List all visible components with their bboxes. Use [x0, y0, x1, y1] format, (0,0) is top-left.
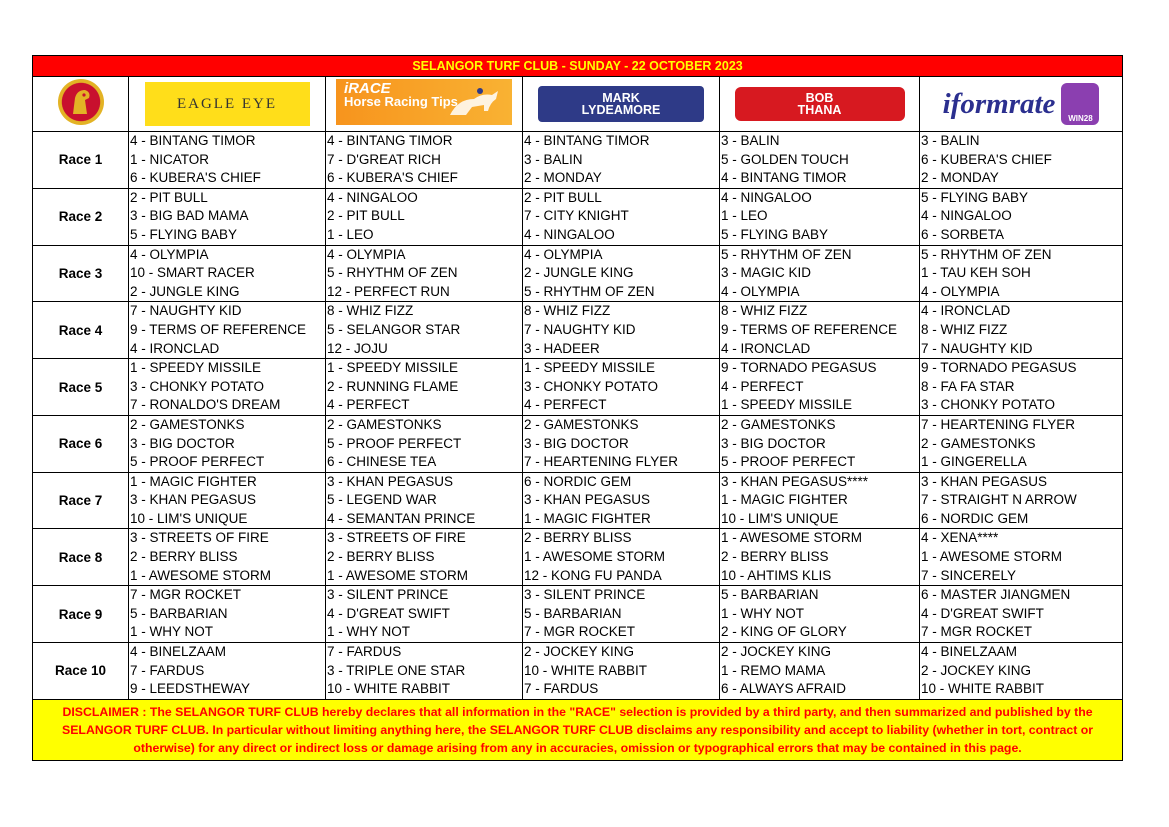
horse-pick: 5 - RHYTHM OF ZEN: [721, 246, 852, 262]
mark-lydeamore-logo-cell: [523, 77, 720, 132]
tipster-picks-cell: [523, 188, 720, 245]
race-label: Race 10: [33, 643, 129, 700]
tipster-picks-cell: [326, 643, 523, 700]
logo-row: [33, 77, 1123, 132]
tips-sheet: [32, 55, 1122, 761]
horse-pick: 9 - TERMS OF REFERENCE: [130, 321, 307, 337]
tipster-picks-cell: [720, 643, 920, 700]
race-label: Race 2: [33, 188, 129, 245]
tipster-picks-cell: [920, 245, 1123, 302]
horse-pick: 4 - OLYMPIA: [721, 283, 800, 299]
horse-pick: 4 - PERFECT: [721, 378, 804, 394]
horse-pick: 5 - PROOF PERFECT: [130, 454, 265, 470]
horse-pick: 2 - PIT BULL: [327, 208, 405, 224]
horse-pick: 4 - OLYMPIA: [327, 246, 406, 262]
horse-pick: 3 - SILENT PRINCE: [524, 587, 646, 603]
horse-pick: 2 - GAMESTONKS: [921, 435, 1036, 451]
horse-pick: 10 - WHITE RABBIT: [327, 681, 451, 697]
race-row: [33, 643, 1123, 700]
tipster-picks-cell: [129, 132, 326, 189]
horse-pick: 2 - BERRY BLISS: [130, 549, 238, 565]
tipster-picks-cell: [129, 586, 326, 643]
horse-pick: 6 - MASTER JIANGMEN: [921, 587, 1071, 603]
bob-logo-line2: THANA: [797, 103, 842, 117]
disclaimer-row: [33, 699, 1123, 760]
horse-pick: 2 - JUNGLE KING: [130, 283, 240, 299]
tipster-picks-cell: [920, 415, 1123, 472]
horse-pick: 3 - SILENT PRINCE: [327, 587, 449, 603]
horse-pick: 1 - MAGIC FIGHTER: [524, 510, 651, 526]
tipster-picks-cell: [326, 415, 523, 472]
horse-pick: 2 - MONDAY: [921, 170, 999, 186]
tipster-picks-cell: [523, 302, 720, 359]
bob-logo-line1: BOB: [805, 91, 834, 105]
race-row: [33, 586, 1123, 643]
race-label: Race 7: [33, 472, 129, 529]
mark-logo-line2: LYDEAMORE: [581, 103, 661, 117]
race-label: Race 6: [33, 415, 129, 472]
tipster-picks-cell: [523, 415, 720, 472]
horse-pick: 8 - WHIZ FIZZ: [921, 321, 1008, 337]
horse-pick: 1 - AWESOME STORM: [130, 567, 272, 583]
horse-pick: 5 - GOLDEN TOUCH: [721, 151, 849, 167]
race-label: Race 1: [33, 132, 129, 189]
horse-pick: 7 - FARDUS: [327, 644, 402, 660]
tipster-picks-cell: [920, 472, 1123, 529]
horse-pick: 3 - BALIN: [921, 133, 980, 148]
tipster-picks-cell: [129, 245, 326, 302]
horse-pick: 2 - BERRY BLISS: [327, 549, 435, 565]
horse-pick: 7 - HEARTENING FLYER: [524, 454, 679, 470]
horse-pick: 6 - CHINESE TEA: [327, 454, 437, 470]
horse-pick: 1 - WHY NOT: [721, 605, 805, 621]
horse-pick: 12 - PERFECT RUN: [327, 283, 450, 299]
horse-pick: 7 - STRAIGHT N ARROW: [921, 492, 1077, 508]
horse-pick: 3 - BIG DOCTOR: [524, 435, 629, 451]
race-label: Race 4: [33, 302, 129, 359]
horse-pick: 3 - CHONKY POTATO: [130, 378, 265, 394]
horse-pick: 5 - SELANGOR STAR: [327, 321, 461, 337]
horse-pick: 5 - FLYING BABY: [130, 226, 238, 242]
mark-logo-line1: MARK: [602, 91, 640, 105]
tipster-picks-cell: [523, 359, 720, 416]
horse-pick: 4 - BINELZAAM: [921, 644, 1018, 660]
horse-pick: 4 - XENA****: [921, 530, 999, 546]
horse-pick: 7 - MGR ROCKET: [524, 624, 636, 640]
horse-pick: 5 - BARBARIAN: [721, 587, 819, 603]
tipster-picks-cell: [523, 643, 720, 700]
horse-pick: 1 - WHY NOT: [130, 624, 214, 640]
tipster-picks-cell: [720, 245, 920, 302]
horse-pick: 7 - RONALDO'S DREAM: [130, 397, 281, 413]
horse-pick: 5 - RHYTHM OF ZEN: [921, 246, 1052, 262]
mark-lydeamore-logo: [538, 86, 704, 122]
horse-pick: 12 - KONG FU PANDA: [524, 567, 662, 583]
horse-pick: 5 - FLYING BABY: [921, 189, 1029, 205]
race-row: [33, 359, 1123, 416]
tipster-picks-cell: [129, 359, 326, 416]
horse-pick: 6 - NORDIC GEM: [524, 473, 632, 489]
race-row: [33, 472, 1123, 529]
horse-pick: 3 - MAGIC KID: [721, 265, 812, 281]
tipster-picks-cell: [720, 472, 920, 529]
horse-pick: 4 - D'GREAT SWIFT: [921, 605, 1044, 621]
horse-pick: 4 - BINTANG TIMOR: [327, 133, 453, 148]
tipster-picks-cell: [920, 302, 1123, 359]
horse-pick: 8 - WHIZ FIZZ: [524, 303, 611, 319]
tipster-picks-cell: [129, 188, 326, 245]
tipster-picks-cell: [720, 529, 920, 586]
horse-pick: 4 - NINGALOO: [721, 189, 812, 205]
race-row: [33, 415, 1123, 472]
race-label: Race 3: [33, 245, 129, 302]
horse-pick: 1 - AWESOME STORM: [327, 567, 469, 583]
horse-pick: 4 - NINGALOO: [921, 208, 1012, 224]
bob-thana-logo: [735, 87, 905, 121]
tipster-picks-cell: [523, 529, 720, 586]
tipster-picks-cell: [920, 188, 1123, 245]
tipster-picks-cell: [920, 529, 1123, 586]
horse-pick: 7 - FARDUS: [130, 662, 205, 678]
horse-pick: 1 - WHY NOT: [327, 624, 411, 640]
tipster-picks-cell: [326, 529, 523, 586]
horse-pick: 7 - MGR ROCKET: [921, 624, 1033, 640]
title-row: [33, 56, 1123, 77]
race-label: Race 9: [33, 586, 129, 643]
page-title: SELANGOR TURF CLUB - SUNDAY - 22 OCTOBER 2023: [33, 56, 1123, 77]
tipster-picks-cell: [720, 359, 920, 416]
horse-pick: 3 - HADEER: [524, 340, 600, 356]
tips-table: [32, 55, 1123, 761]
race-row: [33, 529, 1123, 586]
horse-pick: 3 - BIG DOCTOR: [130, 435, 235, 451]
race-row: [33, 132, 1123, 189]
horse-pick: 2 - KING OF GLORY: [721, 624, 847, 640]
horse-pick: 10 - LIM'S UNIQUE: [721, 510, 839, 526]
tipster-picks-cell: [720, 132, 920, 189]
tipster-picks-cell: [326, 245, 523, 302]
horse-pick: 4 - BINTANG TIMOR: [721, 170, 847, 186]
horse-pick: 10 - AHTIMS KLIS: [721, 567, 832, 583]
eagle-eye-logo: EAGLE EYE: [145, 82, 310, 126]
horse-pick: 10 - SMART RACER: [130, 265, 255, 281]
horse-pick: 7 - FARDUS: [524, 681, 599, 697]
tipster-picks-cell: [523, 586, 720, 643]
horse-pick: 9 - TORNADO PEGASUS: [921, 360, 1077, 376]
horse-pick: 2 - GAMESTONKS: [524, 416, 639, 432]
iformrate-wordmark: iformrate: [942, 87, 1056, 120]
horse-pick: 4 - OLYMPIA: [921, 283, 1000, 299]
horse-pick: 1 - LEO: [721, 208, 768, 224]
horse-pick: 1 - REMO MAMA: [721, 662, 826, 678]
horse-pick: 3 - TRIPLE ONE STAR: [327, 662, 466, 678]
horse-pick: 7 - MGR ROCKET: [130, 587, 242, 603]
horse-pick: 2 - PIT BULL: [524, 189, 602, 205]
horse-pick: 2 - JOCKEY KING: [721, 644, 832, 660]
horse-pick: 4 - SEMANTAN PRINCE: [327, 510, 476, 526]
iformrate-logo: [943, 83, 1100, 125]
horse-pick: 4 - BINTANG TIMOR: [524, 133, 650, 148]
irace-logo-subtitle: Horse Racing Tips: [344, 93, 458, 109]
horse-pick: 5 - PROOF PERFECT: [327, 435, 462, 451]
horse-pick: 2 - GAMESTONKS: [130, 416, 245, 432]
horse-pick: 8 - FA FA STAR: [921, 378, 1015, 394]
horse-pick: 1 - GINGERELLA: [921, 454, 1027, 470]
horse-pick: 2 - MONDAY: [524, 170, 602, 186]
race-row: [33, 302, 1123, 359]
horse-pick: 2 - BERRY BLISS: [524, 530, 632, 546]
tipster-picks-cell: [523, 245, 720, 302]
horse-pick: 5 - LEGEND WAR: [327, 492, 437, 508]
horse-pick: 7 - NAUGHTY KID: [524, 321, 636, 337]
horse-pick: 4 - D'GREAT SWIFT: [327, 605, 450, 621]
eagle-eye-logo-cell: [129, 77, 326, 132]
horse-pick: 3 - KHAN PEGASUS: [524, 492, 651, 508]
horse-pick: 8 - WHIZ FIZZ: [721, 303, 808, 319]
horse-pick: 6 - KUBERA'S CHIEF: [921, 151, 1052, 167]
horse-pick: 2 - JOCKEY KING: [524, 644, 635, 660]
horse-pick: 2 - PIT BULL: [130, 189, 208, 205]
tipster-picks-cell: [326, 359, 523, 416]
horse-pick: 10 - WHITE RABBIT: [921, 681, 1045, 697]
horse-pick: 6 - NORDIC GEM: [921, 510, 1029, 526]
race-row: [33, 188, 1123, 245]
horse-pick: 4 - NINGALOO: [524, 226, 615, 242]
race-label: Race 5: [33, 359, 129, 416]
horse-jockey-icon: [444, 85, 504, 121]
horse-pick: 4 - OLYMPIA: [524, 246, 603, 262]
horse-pick: 4 - BINELZAAM: [130, 644, 227, 660]
horse-pick: 3 - KHAN PEGASUS: [327, 473, 454, 489]
horse-pick: 7 - CITY KNIGHT: [524, 208, 629, 224]
horse-pick: 6 - KUBERA'S CHIEF: [130, 170, 261, 186]
horse-pick: 2 - BERRY BLISS: [721, 549, 829, 565]
bob-thana-logo-cell: [720, 77, 920, 132]
race-row: [33, 245, 1123, 302]
win28-badge-icon: WIN28: [1061, 83, 1099, 125]
horse-pick: 3 - BIG DOCTOR: [721, 435, 826, 451]
horse-pick: 3 - BIG BAD MAMA: [130, 208, 249, 224]
tipster-picks-cell: [720, 415, 920, 472]
horse-pick: 4 - PERFECT: [524, 397, 607, 413]
tipster-picks-cell: [920, 586, 1123, 643]
tipster-picks-cell: [129, 415, 326, 472]
horse-pick: 3 - STREETS OF FIRE: [327, 530, 466, 546]
horse-pick: 7 - D'GREAT RICH: [327, 151, 441, 167]
horse-pick: 6 - KUBERA'S CHIEF: [327, 170, 458, 186]
horse-pick: 2 - GAMESTONKS: [327, 416, 442, 432]
club-logo-cell: [33, 77, 129, 132]
tipster-picks-cell: [920, 643, 1123, 700]
tipster-picks-cell: [523, 132, 720, 189]
horse-pick: 3 - KHAN PEGASUS****: [721, 473, 869, 489]
horse-pick: 1 - LEO: [327, 226, 374, 242]
horse-pick: 6 - SORBETA: [921, 226, 1005, 242]
horse-pick: 10 - LIM'S UNIQUE: [130, 510, 248, 526]
horse-pick: 1 - SPEEDY MISSILE: [130, 360, 262, 376]
horse-pick: 9 - TERMS OF REFERENCE: [721, 321, 898, 337]
tipster-picks-cell: [326, 188, 523, 245]
tipster-picks-cell: [720, 586, 920, 643]
tipster-picks-cell: [523, 472, 720, 529]
horse-pick: 3 - CHONKY POTATO: [524, 378, 659, 394]
tipster-picks-cell: [326, 132, 523, 189]
horse-pick: 4 - OLYMPIA: [130, 246, 209, 262]
horse-pick: 7 - NAUGHTY KID: [130, 303, 242, 319]
horse-pick: 6 - ALWAYS AFRAID: [721, 681, 847, 697]
horse-pick: 1 - SPEEDY MISSILE: [721, 397, 853, 413]
horse-pick: 1 - MAGIC FIGHTER: [721, 492, 848, 508]
horse-pick: 1 - AWESOME STORM: [721, 530, 863, 546]
tipster-picks-cell: [129, 643, 326, 700]
horse-pick: 3 - STREETS OF FIRE: [130, 530, 269, 546]
iformrate-logo-cell: [920, 77, 1123, 132]
horse-pick: 1 - AWESOME STORM: [524, 549, 666, 565]
disclaimer-text: DISCLAIMER : The SELANGOR TURF CLUB hereby declares that all information in the "RACE" selection is provided by a third party, and then summarized and published by the SELANGOR TURF CLUB. In particular without limiting anything here, the SELANGOR TURF CLUB disclaims any responsibility and accept to liability (whether in tort, contract or otherwise) for any direct or indirect loss or damage arising from any in accuracies, omission or typographical errors that may be contained in this page.: [33, 699, 1123, 760]
irace-logo-cell: [326, 77, 523, 132]
tipster-picks-cell: [326, 302, 523, 359]
horse-pick: 3 - KHAN PEGASUS: [130, 492, 257, 508]
horse-pick: 1 - TAU KEH SOH: [921, 265, 1031, 281]
tipster-picks-cell: [920, 359, 1123, 416]
horse-pick: 3 - CHONKY POTATO: [921, 397, 1056, 413]
horse-pick: 7 - NAUGHTY KID: [921, 340, 1033, 356]
horse-pick: 1 - MAGIC FIGHTER: [130, 473, 257, 489]
tipster-picks-cell: [720, 302, 920, 359]
horse-pick: 2 - JUNGLE KING: [524, 265, 634, 281]
horse-pick: 5 - RHYTHM OF ZEN: [524, 283, 655, 299]
turf-club-logo-icon: [58, 79, 104, 125]
race-label: Race 8: [33, 529, 129, 586]
horse-pick: 7 - SINCERELY: [921, 567, 1017, 583]
horse-pick: 8 - WHIZ FIZZ: [327, 303, 414, 319]
horse-pick: 4 - PERFECT: [327, 397, 410, 413]
horse-pick: 7 - HEARTENING FLYER: [921, 416, 1076, 432]
horse-pick: 5 - RHYTHM OF ZEN: [327, 265, 458, 281]
horse-pick: 9 - TORNADO PEGASUS: [721, 360, 877, 376]
horse-pick: 3 - KHAN PEGASUS: [921, 473, 1048, 489]
horse-pick: 1 - AWESOME STORM: [921, 549, 1063, 565]
tipster-picks-cell: [129, 472, 326, 529]
horse-pick: 4 - IRONCLAD: [130, 340, 220, 356]
horse-pick: 5 - PROOF PERFECT: [721, 454, 856, 470]
horse-pick: 4 - NINGALOO: [327, 189, 418, 205]
tipster-picks-cell: [326, 586, 523, 643]
horse-pick: 1 - SPEEDY MISSILE: [524, 360, 656, 376]
horse-pick: 4 - IRONCLAD: [721, 340, 811, 356]
horse-pick: 1 - SPEEDY MISSILE: [327, 360, 459, 376]
horse-pick: 9 - LEEDSTHEWAY: [130, 681, 251, 697]
horse-pick: 1 - NICATOR: [130, 151, 210, 167]
horse-pick: 2 - RUNNING FLAME: [327, 378, 459, 394]
horse-pick: 5 - BARBARIAN: [130, 605, 228, 621]
tipster-picks-cell: [129, 302, 326, 359]
horse-pick: 2 - JOCKEY KING: [921, 662, 1032, 678]
tipster-picks-cell: [920, 132, 1123, 189]
horse-pick: 12 - JOJU: [327, 340, 388, 356]
horse-pick: 5 - BARBARIAN: [524, 605, 622, 621]
irace-logo-title: iRACE: [344, 79, 391, 97]
horse-pick: 4 - BINTANG TIMOR: [130, 133, 256, 148]
horse-pick: 10 - WHITE RABBIT: [524, 662, 648, 678]
tipster-picks-cell: [720, 188, 920, 245]
tipster-picks-cell: [326, 472, 523, 529]
tipster-picks-cell: [129, 529, 326, 586]
horse-pick: 3 - BALIN: [721, 133, 780, 148]
horse-pick: 5 - FLYING BABY: [721, 226, 829, 242]
horse-pick: 4 - IRONCLAD: [921, 303, 1011, 319]
irace-logo: [336, 79, 512, 125]
horse-pick: 2 - GAMESTONKS: [721, 416, 836, 432]
horse-pick: 3 - BALIN: [524, 151, 583, 167]
